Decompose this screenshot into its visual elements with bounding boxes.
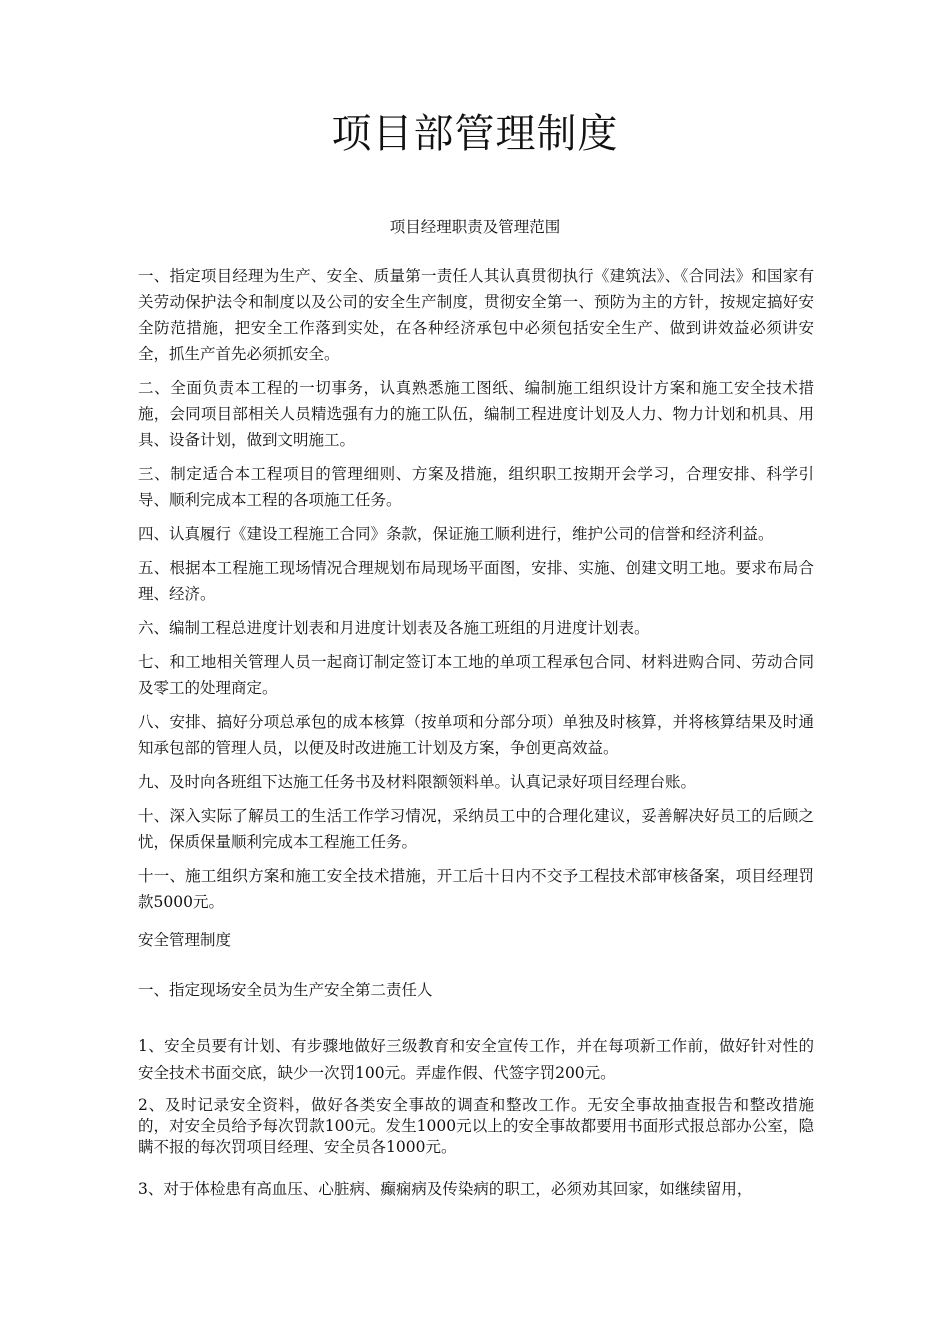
list-item: 1、安全员要有计划、有步骤地做好三级教育和安全宣传工作，并在每项新工作前，做好针对性的安全技术书面交底，缺少一次罚100元。弄虚作假、代签字罚200元。 — [138, 1037, 814, 1082]
paragraph: 三、制定适合本工程项目的管理细则、方案及措施，组织职工按期开会学习，合理安排、科学引导、顺利完成本工程的各项施工任务。 — [138, 465, 814, 509]
paragraph: 五、根据本工程施工现场情况合理规划布局现场平面图，安排、实施、创建文明工地。要求布局合理、经济。 — [138, 559, 814, 603]
paragraph: 六、编制工程总进度计划表和月进度计划表及各施工班组的月进度计划表。 — [138, 619, 650, 637]
paragraph: 八、安排、搞好分项总承包的成本核算（按单项和分部分项）单独及时核算，并将核算结果及时通知承包部的管理人员，以便及时改进施工计划及方案，争创更高效益。 — [138, 713, 814, 757]
section-heading-project-manager: 项目经理职责及管理范围 — [389, 218, 561, 236]
document-body — [138, 263, 814, 1203]
subheading-safety-officer: 一、指定现场安全员为生产安全第二责任人 — [138, 981, 433, 999]
paragraph: 七、和工地相关管理人员一起商订制定签订本工地的单项工程承包合同、材料进购合同、劳动合同及零工的处理商定。 — [138, 653, 814, 697]
paragraph: 二、全面负责本工程的一切事务，认真熟悉施工图纸、编制施工组织设计方案和施工安全技术措施，会同项目部相关人员精选强有力的施工队伍，编制工程进度计划及人力、物力计划和机具、用具、设备计划，做到文明施工。 — [138, 379, 814, 449]
list-item: 3、对于体检患有高血压、心脏病、癫痫病及传染病的职工，必须劝其回家，如继续留用， — [138, 1180, 753, 1198]
document-title: 项目部管理制度 — [331, 111, 619, 157]
paragraph: 一、指定项目经理为生产、安全、质量第一责任人其认真贯彻执行《建筑法》、《合同法》和国家有关劳动保护法令和制度以及公司的安全生产制度，贯彻安全第一、预防为主的方针，按规定搞好安全防范措施，把安全工作落到实处，在各种经济承包中必须包括安全生产、做到讲效益必须讲安全，抓生产首先必须抓安全。 — [138, 267, 814, 363]
section-title-safety-management: 安全管理制度 — [138, 931, 232, 949]
list-item: 2、及时记录安全资料，做好各类安全事故的调查和整改工作。无安全事故抽查报告和整改措施的，对安全员给予每次罚款100元。发生1000元以上的安全事故都要用书面形式报总部办公室，隐瞒不报的每次罚项目经理、安全员各1000元。 — [138, 1096, 814, 1156]
paragraph: 九、及时向各班组下达施工任务书及材料限额领料单。认真记录好项目经理台账。 — [138, 773, 697, 791]
paragraph: 四、认真履行《建设工程施工合同》条款，保证施工顺利进行，维护公司的信誉和经济利益。 — [138, 525, 774, 543]
paragraph: 十一、施工组织方案和施工安全技术措施，开工后十日内不交予工程技术部审核备案，项目经理罚款5000元。 — [138, 867, 814, 911]
paragraph: 十、深入实际了解员工的生活工作学习情况，采纳员工中的合理化建议，妥善解决好员工的后顾之忧，保质保量顺利完成本工程施工任务。 — [138, 807, 814, 851]
